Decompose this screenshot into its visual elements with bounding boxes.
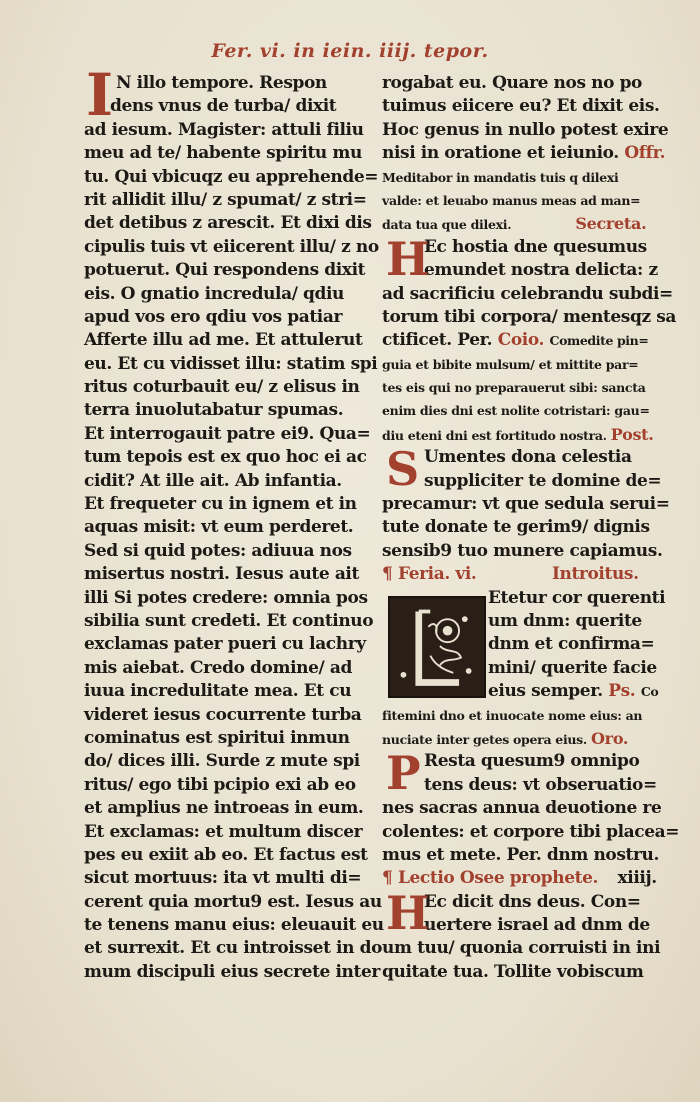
running-header: Fer. vi. in iein. iiij. tepor. <box>211 40 489 62</box>
secreta-label: Secreta. <box>575 214 647 234</box>
text-line: rogabat eu. Quare nos no po <box>382 73 642 93</box>
woodcut-initial <box>388 596 486 698</box>
text-fragment: nisi in oratione et ieiunio. <box>382 143 619 164</box>
text-fragment: data tua que dilexi. <box>382 217 512 233</box>
text-line: cidit? At ille ait. Ab infantia. <box>84 470 342 491</box>
text-line: um tuu/ quonia corruisti in ini <box>382 938 661 959</box>
text-line: tu. Qui vbicuqz eu apprehende= <box>84 166 379 187</box>
text-line <box>382 329 654 352</box>
text-line: mini/ querite facie <box>488 657 657 678</box>
text-line: det detibus z arescit. Et dixi dis <box>84 213 372 234</box>
floral-woodcut-icon <box>390 598 484 696</box>
left-column <box>84 72 384 984</box>
text-line: te tenens manu eius: eleuauit eu <box>84 915 384 936</box>
text-line: precamur: vt que sedula serui= <box>382 494 670 515</box>
text-line: sensib9 tuo munere capiamus. <box>382 540 663 561</box>
text-line: Meditabor in mandatis tuis q dilexi <box>382 169 619 185</box>
text-line: suppliciter te domine de= <box>424 470 662 491</box>
text-line: tute donate te gerim9/ dignis <box>382 517 650 538</box>
initial-letter-s: S <box>386 442 420 496</box>
text-line: ad iesum. Magister: attuli filiu <box>84 119 364 140</box>
oratio-label: Oro. <box>591 728 629 748</box>
text-line: cominatus est spiritui inmun <box>84 727 350 748</box>
paragraph-mark-icon: ¶ <box>382 868 393 889</box>
offertory-label: Offr. <box>624 143 666 164</box>
text-line: enim dies dni est nolite cotristari: gau= <box>382 403 650 419</box>
text-line: Ec hostia dne quesumus <box>424 236 647 257</box>
text-line: sibilia sunt credeti. Et continuo <box>84 610 374 631</box>
text-line: do/ dices illi. Surde z mute spi <box>84 751 360 772</box>
post-label: Post. <box>610 424 654 444</box>
text-line <box>382 142 666 165</box>
text-line <box>382 423 654 446</box>
text-line: uertere israel ad dnm de <box>424 915 650 936</box>
initial-letter-h: H <box>386 886 430 940</box>
text-fragment: Co <box>640 684 659 700</box>
chapter-number: xiiij. <box>617 868 657 889</box>
initial-letter-h: H <box>386 232 430 286</box>
text-line: et amplius ne introeas in eum. <box>84 798 364 819</box>
text-line: Afferte illu ad me. Et attulerut <box>84 330 363 351</box>
text-line: exclamas pater pueri cu lachry <box>84 634 366 655</box>
text-line: misertus nostri. Iesus aute ait <box>84 564 359 585</box>
introitus-label: Introitus. <box>551 564 639 585</box>
text-line: cerent quia mortu9 est. Iesus au <box>84 891 382 912</box>
text-line: torum tibi corpora/ mentesqz sa <box>382 306 677 327</box>
text-line: eu. Et cu vidisset illu: statim spi <box>84 353 378 374</box>
communio-label: Coio. <box>497 330 544 351</box>
right-column <box>382 72 680 984</box>
text-line: cipulis tuis vt eiicerent illu/ z no <box>84 236 379 257</box>
text-line: sicut mortuus: ita vt multi di= <box>84 868 362 889</box>
text-line: aquas misit: vt eum perderet. <box>84 517 354 538</box>
psalm-label: Ps. <box>608 681 636 702</box>
text-line: tes eis qui no preparauerut sibi: sancta <box>382 380 646 396</box>
text-fragment: nuciate inter getes opera eius. <box>382 731 587 747</box>
text-line: ad sacrificiu celebrandu subdi= <box>382 283 673 304</box>
text-fragment: ctificet. Per. <box>382 330 493 351</box>
text-line: Resta quesum9 omnipo <box>424 751 640 772</box>
text-line: mum discipuli eius secrete inter <box>84 961 380 982</box>
initial-letter-i: I <box>86 61 114 129</box>
text-line: N illo tempore. Respon <box>116 73 327 93</box>
text-line: Ec dicit dns deus. Con= <box>424 891 641 912</box>
text-line: tens deus: vt obseruatio= <box>424 774 657 795</box>
text-line: dens vnus de turba/ dixit <box>110 96 337 117</box>
text-line: meu ad te/ habente spiritu mu <box>84 143 362 164</box>
text-line: mis aiebat. Credo domine/ ad <box>84 657 352 678</box>
text-line: illi Si potes credere: omnia pos <box>84 587 368 608</box>
initial-letter-p: P <box>386 746 421 800</box>
text-line: dnm et confirma= <box>488 634 655 655</box>
text-fragment: diu eteni dni est fortitudo nostra. <box>382 427 607 443</box>
text-line: rit allidit illu/ z spumat/ z stri= <box>84 189 367 210</box>
feria-label: Feria. vi. <box>397 564 477 585</box>
text-line: ritus/ ego tibi pcipio exi ab eo <box>84 774 356 795</box>
text-line: Et exclamas: et multum discer <box>84 821 363 842</box>
text-line: colentes: et corpore tibi placea= <box>382 821 680 842</box>
text-line: Etetur cor querenti <box>488 587 666 608</box>
text-line: apud vos ero qdiu vos patiar <box>84 306 343 327</box>
paragraph-mark-icon: ¶ <box>382 564 393 585</box>
text-line: um dnm: querite <box>488 610 642 631</box>
text-line: Hoc genus in nullo potest exire <box>382 119 669 140</box>
text-line: videret iesus cocurrente turba <box>84 704 362 725</box>
text-line: ritus coturbauit eu/ z elisus in <box>84 377 360 398</box>
lectio-label: Lectio Osee prophete. <box>397 868 599 889</box>
text-line: terra inuolutabatur spumas. <box>84 400 344 421</box>
text-line: eis. O gnatio incredula/ qdiu <box>84 283 345 304</box>
text-fragment: eius semper. <box>488 681 603 702</box>
text-line: Sed si quid potes: adiuua nos <box>84 540 352 561</box>
text-fragment: Comedite pin= <box>549 333 649 349</box>
text-line: quitate tua. Tollite vobiscum <box>382 961 644 982</box>
text-line <box>382 727 654 750</box>
text-line: et surrexit. Et cu introisset in do <box>84 938 383 959</box>
text-line: Et interrogauit patre ei9. Qua= <box>84 423 371 444</box>
text-line: iuua incredulitate mea. Et cu <box>84 681 352 702</box>
text-line <box>382 563 654 586</box>
text-line: mus et mete. Per. dnm nostru. <box>382 844 660 865</box>
text-line: Umentes dona celestia <box>424 447 632 468</box>
text-line: Et frequeter cu in ignem et in <box>84 494 357 515</box>
text-line: pes eu exiit ab eo. Et factus est <box>84 844 368 865</box>
text-line: tuimus eiicere eu? Et dixit eis. <box>382 96 660 117</box>
text-line: guia et bibite mulsum/ et mittite par= <box>382 356 639 372</box>
text-line: fitemini dno et inuocate nome eius: an <box>382 707 643 723</box>
text-line: nes sacras annua deuotione re <box>382 798 662 819</box>
text-line: tum tepois est ex quo hoc ei ac <box>84 447 367 468</box>
text-line: valde: et leuabo manus meas ad man= <box>382 192 641 208</box>
text-line: potuerut. Qui respondens dixit <box>84 260 366 281</box>
text-line: emundet nostra delicta: z <box>424 260 658 281</box>
